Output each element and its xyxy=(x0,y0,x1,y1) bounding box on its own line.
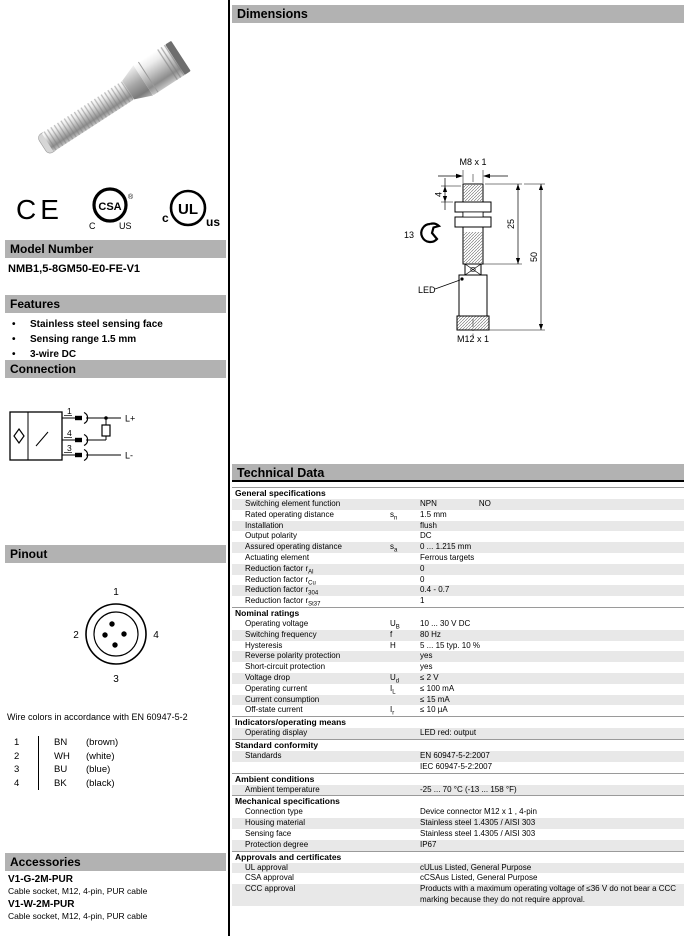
tech-row-value: 0 ... 1.215 mm xyxy=(420,542,472,552)
accessory-model: V1-G-2M-PUR xyxy=(8,874,74,885)
tech-section xyxy=(232,607,684,716)
tech-row-value: 5 ... 15 typ. 10 % xyxy=(420,640,481,650)
tech-row-label: Housing material xyxy=(245,818,306,828)
ul-text: UL xyxy=(178,201,198,218)
tech-row xyxy=(232,510,684,521)
connection-header: Connection xyxy=(5,360,226,378)
tech-row-value: flush xyxy=(420,520,437,530)
tech-row-value: cCSAus Listed, General Purpose xyxy=(420,873,538,883)
feature-text: 3-wire DC xyxy=(30,349,77,360)
tech-row-value: IEC 60947-5-2:2007 xyxy=(420,761,493,771)
wrench-icon xyxy=(421,224,439,242)
tech-row xyxy=(232,575,684,586)
dim-4-label: 4 xyxy=(433,191,444,197)
ul-us-text: us xyxy=(206,215,221,229)
tech-row xyxy=(232,684,684,695)
tech-section xyxy=(232,739,684,773)
csa-us-text: US xyxy=(118,221,132,231)
pinout-pin3-label: 3 xyxy=(113,674,119,685)
tech-row-label: Rated operating distance xyxy=(245,509,334,519)
tech-row xyxy=(232,762,684,773)
thread-bottom-label: M12 x 1 xyxy=(456,334,490,344)
wire-code: BU xyxy=(38,763,86,777)
pinout-pin1-label: 1 xyxy=(113,587,119,598)
wire-row xyxy=(8,777,118,791)
tech-row-label: Current consumption xyxy=(245,694,320,704)
tech-row-label: CSA approval xyxy=(245,873,294,883)
tech-row-label: Voltage drop xyxy=(245,672,290,682)
tech-row xyxy=(232,553,684,564)
wire-pin: 3 xyxy=(14,764,20,775)
tech-row-value: yes xyxy=(420,651,433,661)
tech-row-label: UL approval xyxy=(245,862,288,872)
tech-row xyxy=(232,863,684,874)
led-label: LED xyxy=(418,285,436,295)
features-list xyxy=(10,317,220,362)
tech-row-symbol: $U_d$ xyxy=(390,672,400,685)
tech-row-symbol xyxy=(390,564,420,575)
tech-row-symbol xyxy=(390,499,420,510)
tech-row-symbol: $I_L$ xyxy=(390,683,396,696)
tech-row-value: Ferrous targets xyxy=(420,552,475,562)
tech-row-value: 1.5 mm xyxy=(420,509,447,519)
csa-c-text: C xyxy=(88,221,96,231)
tech-row xyxy=(232,840,684,851)
tech-row-value: ≤ 15 mA xyxy=(420,694,450,704)
csa-logo xyxy=(83,184,137,236)
led-dot xyxy=(460,277,463,280)
tech-row-symbol xyxy=(390,751,420,762)
features-header: Features xyxy=(5,295,226,313)
tech-row xyxy=(232,785,684,796)
tech-row-symbol: $I_r$ xyxy=(390,705,395,717)
tech-row-value: Products with a maximum operating voltage of ≤36 V do not bear a CCC marking because they do not require approval. xyxy=(420,884,677,904)
tech-row-label: Hysteresis xyxy=(245,640,283,650)
tech-row-symbol xyxy=(390,863,420,874)
accessory-description: Cable socket, M12, 4-pin, PUR cable xyxy=(8,886,148,896)
tech-row-label: Reduction factor $r_{St37}$ xyxy=(245,596,321,608)
tech-row-label: Actuating element xyxy=(245,552,310,562)
tech-row xyxy=(232,542,684,553)
technical-data-header: Technical Data xyxy=(232,464,684,482)
tech-row-label: Short-circuit protection xyxy=(245,662,326,672)
accessory-item xyxy=(8,899,220,921)
tech-row xyxy=(232,695,684,706)
pin1-label: 1 xyxy=(67,406,72,416)
tech-row-label: CCC approval xyxy=(245,884,296,894)
tech-row-value: yes xyxy=(420,662,433,672)
tech-section xyxy=(232,487,684,607)
tech-row xyxy=(232,521,684,532)
tech-section-title: Approvals and certificates xyxy=(232,851,684,863)
tech-row-label: Switching element function xyxy=(245,499,341,508)
tech-section-title: Nominal ratings xyxy=(232,607,684,619)
tech-row-symbol: $s_a$ xyxy=(390,542,398,554)
tech-row-value: 0 xyxy=(420,574,425,584)
tech-row-symbol: $U_B$ xyxy=(390,618,400,631)
tech-row-value: ≤ 2 V xyxy=(420,672,439,682)
tech-row-symbol xyxy=(390,829,420,840)
tech-row-label: Installation xyxy=(245,520,284,530)
wrench-size-label: 13 xyxy=(404,230,415,240)
tech-section-title: Ambient conditions xyxy=(232,773,684,785)
technical-data-table xyxy=(232,487,684,906)
wire-pin: 2 xyxy=(14,750,20,762)
tech-row xyxy=(232,564,684,575)
tech-row-label: Reduction factor $r_{304}$ xyxy=(245,585,319,597)
csa-text: CSA xyxy=(98,201,122,213)
tech-row-symbol: H xyxy=(390,640,396,650)
wire-pin: 1 xyxy=(14,737,20,748)
tech-row xyxy=(232,499,684,510)
wire-code: BK xyxy=(38,777,86,791)
ce-mark-logo: CE xyxy=(16,194,63,225)
supply-minus-label: L- xyxy=(125,450,134,461)
tech-row-symbol xyxy=(390,807,420,818)
tech-row-value: LED red: output xyxy=(420,728,477,738)
tech-row-symbol xyxy=(390,531,420,542)
tech-row-label: Switching frequency xyxy=(245,629,317,639)
tech-row-value: 0 xyxy=(420,563,425,573)
tech-row-label: Off-state current xyxy=(245,705,303,715)
tech-row-symbol xyxy=(390,728,420,739)
sensor-symbol-icon xyxy=(14,429,24,443)
tech-row xyxy=(232,884,684,906)
tech-row xyxy=(232,818,684,829)
tech-row-value: Stainless steel 1.4305 / AISI 303 xyxy=(420,818,536,828)
tech-row xyxy=(232,641,684,652)
tech-row-symbol xyxy=(390,651,420,662)
tech-row-label: Operating current xyxy=(245,683,308,693)
tech-row-symbol xyxy=(390,840,420,851)
tech-row-label: Assured operating distance xyxy=(245,542,342,552)
tech-row-symbol xyxy=(390,785,420,796)
tech-row xyxy=(232,829,684,840)
tech-row-label: Reverse polarity protection xyxy=(245,651,341,661)
tech-section-title: Mechanical specifications xyxy=(232,795,684,807)
wire-row xyxy=(8,750,118,764)
tech-row-label: Operating display xyxy=(245,728,308,738)
feature-item xyxy=(10,317,220,332)
tech-row-value: IP67 xyxy=(420,839,437,849)
pinout-header: Pinout xyxy=(5,545,226,563)
tech-section xyxy=(232,851,684,906)
model-number-header: Model Number xyxy=(5,240,226,258)
dim-25-label: 25 xyxy=(506,218,516,229)
certification-logos xyxy=(16,183,221,237)
tech-row-value: ≤ 10 µA xyxy=(420,705,448,715)
feature-item xyxy=(10,332,220,347)
tech-row-symbol xyxy=(390,695,420,706)
tech-row-symbol xyxy=(390,553,420,564)
tech-row-value: 1 xyxy=(420,596,425,606)
tech-row-value: NPN NO xyxy=(420,499,491,508)
bullet-icon: • xyxy=(12,334,16,345)
tech-row-symbol: $s_n$ xyxy=(390,509,398,522)
registered-icon: ® xyxy=(127,194,134,201)
tech-row-value: ≤ 100 mA xyxy=(420,683,455,693)
tech-row xyxy=(232,873,684,884)
ul-logo xyxy=(157,184,221,236)
tech-section xyxy=(232,716,684,739)
tech-section-title: General specifications xyxy=(232,487,684,499)
tech-row-label: Protection degree xyxy=(245,839,309,849)
tech-row-symbol xyxy=(390,585,420,596)
pin4-label: 4 xyxy=(67,428,72,438)
thread-top-label: M8 x 1 xyxy=(459,157,487,167)
tech-row-value: EN 60947-5-2:2007 xyxy=(420,750,490,760)
tech-row-value: DC xyxy=(420,531,432,541)
bullet-icon: • xyxy=(12,349,16,360)
tech-section-title: Standard conformity xyxy=(232,739,684,751)
tech-row-symbol xyxy=(390,873,420,884)
tech-row-symbol xyxy=(390,762,420,773)
tech-row-label: Standards xyxy=(245,750,282,760)
tech-row xyxy=(232,673,684,684)
tech-row-label: Ambient temperature xyxy=(245,784,320,794)
accessories-header: Accessories xyxy=(5,853,226,871)
wire-row xyxy=(8,736,118,750)
tech-row xyxy=(232,728,684,739)
tech-row xyxy=(232,630,684,641)
wire-color: (white) xyxy=(86,750,115,762)
tech-section xyxy=(232,795,684,850)
tech-row-label: Reduction factor $r_{Al}$ xyxy=(245,563,314,576)
pin3-label: 3 xyxy=(67,443,72,453)
tech-section xyxy=(232,773,684,796)
model-number-value: NMB1,5-8GM50-E0-FE-V1 xyxy=(8,263,141,275)
tech-row xyxy=(232,531,684,542)
accessory-description: Cable socket, M12, 4-pin, PUR cable xyxy=(8,911,148,921)
connection-diagram xyxy=(8,398,160,477)
tech-row-label: Connection type xyxy=(245,807,303,817)
pinout-pin4-label: 4 xyxy=(153,630,159,641)
accessory-item xyxy=(8,874,220,896)
column-divider xyxy=(228,0,230,936)
tech-row-value: -25 ... 70 °C (-13 ... 158 °F) xyxy=(420,784,517,794)
tech-row xyxy=(232,705,684,716)
tech-row xyxy=(232,807,684,818)
tech-row-symbol xyxy=(390,521,420,532)
ul-c-text: c xyxy=(162,211,169,225)
wire-color: (blue) xyxy=(86,764,111,775)
accessories-list xyxy=(8,874,220,924)
wire-code: BN xyxy=(38,736,86,750)
tech-row xyxy=(232,619,684,630)
dimension-drawing xyxy=(378,156,600,349)
wire-colors-table xyxy=(8,736,118,790)
tech-row-label: Reduction factor $r_{Cu}$ xyxy=(245,574,316,587)
tech-row-value2: NO xyxy=(478,499,491,508)
tech-row-symbol xyxy=(390,575,420,586)
wire-code: WH xyxy=(38,750,86,764)
supply-plus-label: L+ xyxy=(125,413,136,424)
bullet-icon: • xyxy=(12,319,16,330)
sensor-photo-graphic xyxy=(18,14,208,180)
wire-colors-note: Wire colors in accordance with EN 60947-5-2 xyxy=(7,712,188,722)
dim-50-label: 50 xyxy=(529,251,539,262)
pinout-pin2-label: 2 xyxy=(73,630,79,641)
tech-row-label: Operating voltage xyxy=(245,618,309,628)
tech-section-title: Indicators/operating means xyxy=(232,716,684,728)
tech-row-value: Stainless steel 1.4305 / AISI 303 xyxy=(420,828,536,838)
tech-row-symbol xyxy=(390,884,420,906)
wire-pin: 4 xyxy=(14,777,20,789)
tech-row-label: Sensing face xyxy=(245,828,292,838)
tech-row xyxy=(232,596,684,607)
product-photo xyxy=(18,14,208,185)
tech-row-symbol: f xyxy=(390,629,393,639)
tech-row-value: cULus Listed, General Purpose xyxy=(420,862,532,872)
tech-row-value: Device connector M12 x 1 , 4-pin xyxy=(420,807,537,817)
wire-color: (brown) xyxy=(86,737,119,748)
tech-row-label xyxy=(232,762,390,773)
tech-row-value: 10 ... 30 V DC xyxy=(420,618,471,628)
wire-color: (black) xyxy=(86,777,115,789)
dimensions-header: Dimensions xyxy=(232,5,684,23)
feature-text: Sensing range 1.5 mm xyxy=(30,334,137,345)
tech-row xyxy=(232,751,684,762)
tech-row-symbol xyxy=(390,818,420,829)
wire-row xyxy=(8,763,118,777)
tech-row-value: 0.4 - 0.7 xyxy=(420,585,450,595)
pinout-diagram xyxy=(58,582,174,693)
tech-row xyxy=(232,651,684,662)
tech-row xyxy=(232,662,684,673)
tech-row-symbol xyxy=(390,662,420,673)
tech-row-symbol xyxy=(390,596,420,607)
tech-row-label: Output polarity xyxy=(245,531,298,541)
accessory-model: V1-W-2M-PUR xyxy=(8,899,75,910)
tech-row-value: 80 Hz xyxy=(420,629,441,639)
feature-text: Stainless steel sensing face xyxy=(30,319,163,330)
tech-row xyxy=(232,585,684,596)
